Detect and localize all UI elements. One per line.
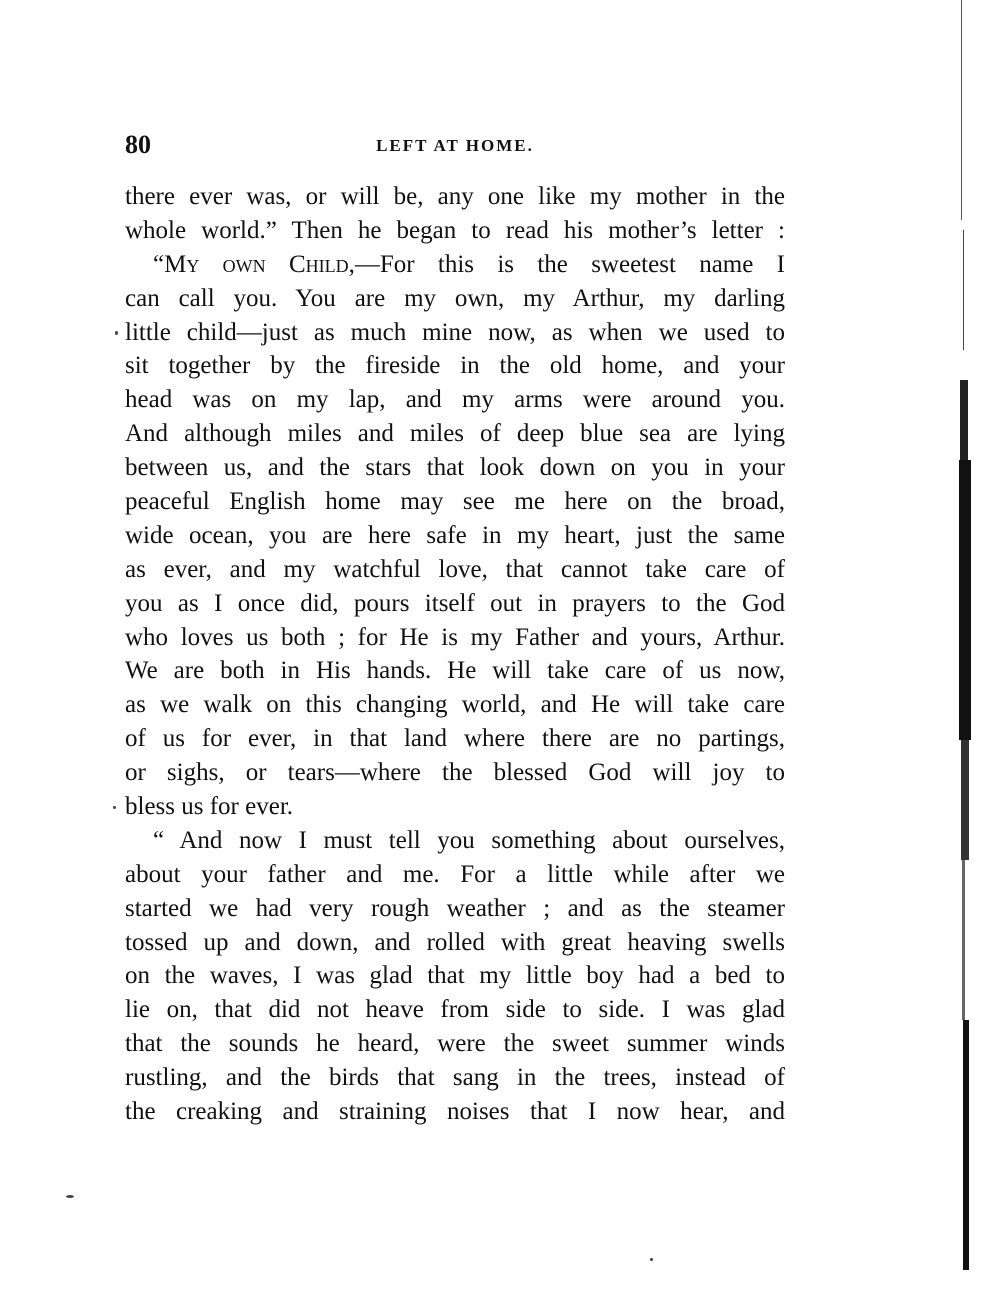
- paper-speck: [113, 806, 116, 809]
- text-line: who loves us both ; for He is my Father and yours, Arthur.: [125, 623, 785, 651]
- text-line: peaceful English home may see me here on the broad,: [125, 488, 785, 516]
- text-line: of us for ever, in that land where there are no partings,: [125, 725, 785, 753]
- text-line: about your father and me. For a little while after we: [125, 860, 785, 888]
- text-line: the creaking and straining noises that I now hear, and: [125, 1098, 785, 1126]
- text-line: little child—just as much mine now, as when we used to: [125, 318, 785, 346]
- salutation: My own Child,: [164, 250, 355, 278]
- salutation-continuation: —For this is the sweetest name I: [354, 250, 785, 278]
- text-line: as we walk on this changing world, and He will take care: [125, 691, 785, 719]
- text-line: that the sounds he heard, were the sweet summer winds: [125, 1030, 785, 1058]
- text-line: lie on, that did not heave from side to side. I was glad: [125, 996, 785, 1024]
- text-line: And although miles and miles of deep blue sea are lying: [125, 420, 785, 448]
- text-line: head was on my lap, and my arms were around you.: [125, 386, 785, 414]
- text-line: whole world.” Then he began to read his mother’s letter :: [125, 216, 785, 244]
- text-line: rustling, and the birds that sang in the trees, instead of: [125, 1064, 785, 1092]
- text-line: can call you. You are my own, my Arthur, my darling: [125, 284, 785, 312]
- text-line: wide ocean, you are here safe in my heart, just the same: [125, 521, 785, 549]
- running-title: LEFT AT HOME.: [376, 136, 534, 155]
- text-line: or sighs, or tears—where the blessed God will joy to: [125, 759, 785, 787]
- paper-speck: [115, 331, 118, 335]
- paper-speck: [650, 1258, 653, 1261]
- text-line: bless us for ever.: [125, 793, 294, 821]
- text-line: started we had very rough weather ; and as the steamer: [125, 894, 785, 922]
- text-line: We are both in His hands. He will take care of us now,: [125, 657, 785, 685]
- text-line: sit together by the fireside in the old home, and your: [125, 352, 785, 380]
- text-line: you as I once did, pours itself out in prayers to the God: [125, 589, 785, 617]
- text-line: on the waves, I was glad that my little boy had a bed to: [125, 962, 785, 990]
- text-line: there ever was, or will be, any one like my mother in the: [125, 183, 785, 210]
- open-quote: “: [153, 250, 165, 278]
- text-line: “ And now I must tell you something about ourselves,: [153, 826, 785, 854]
- text-line: between us, and the stars that look down on you in your: [125, 454, 785, 482]
- page-number: 80: [125, 130, 151, 159]
- page-header: [125, 130, 785, 160]
- body-text: [125, 180, 785, 1129]
- binding-shadow: [952, 0, 972, 1289]
- text-line: tossed up and down, and rolled with great heaving swells: [125, 928, 785, 956]
- letter-salutation-line: [125, 248, 785, 282]
- paper-speck: [66, 1195, 74, 1198]
- text-line: as ever, and my watchful love, that cannot take care of: [125, 555, 785, 583]
